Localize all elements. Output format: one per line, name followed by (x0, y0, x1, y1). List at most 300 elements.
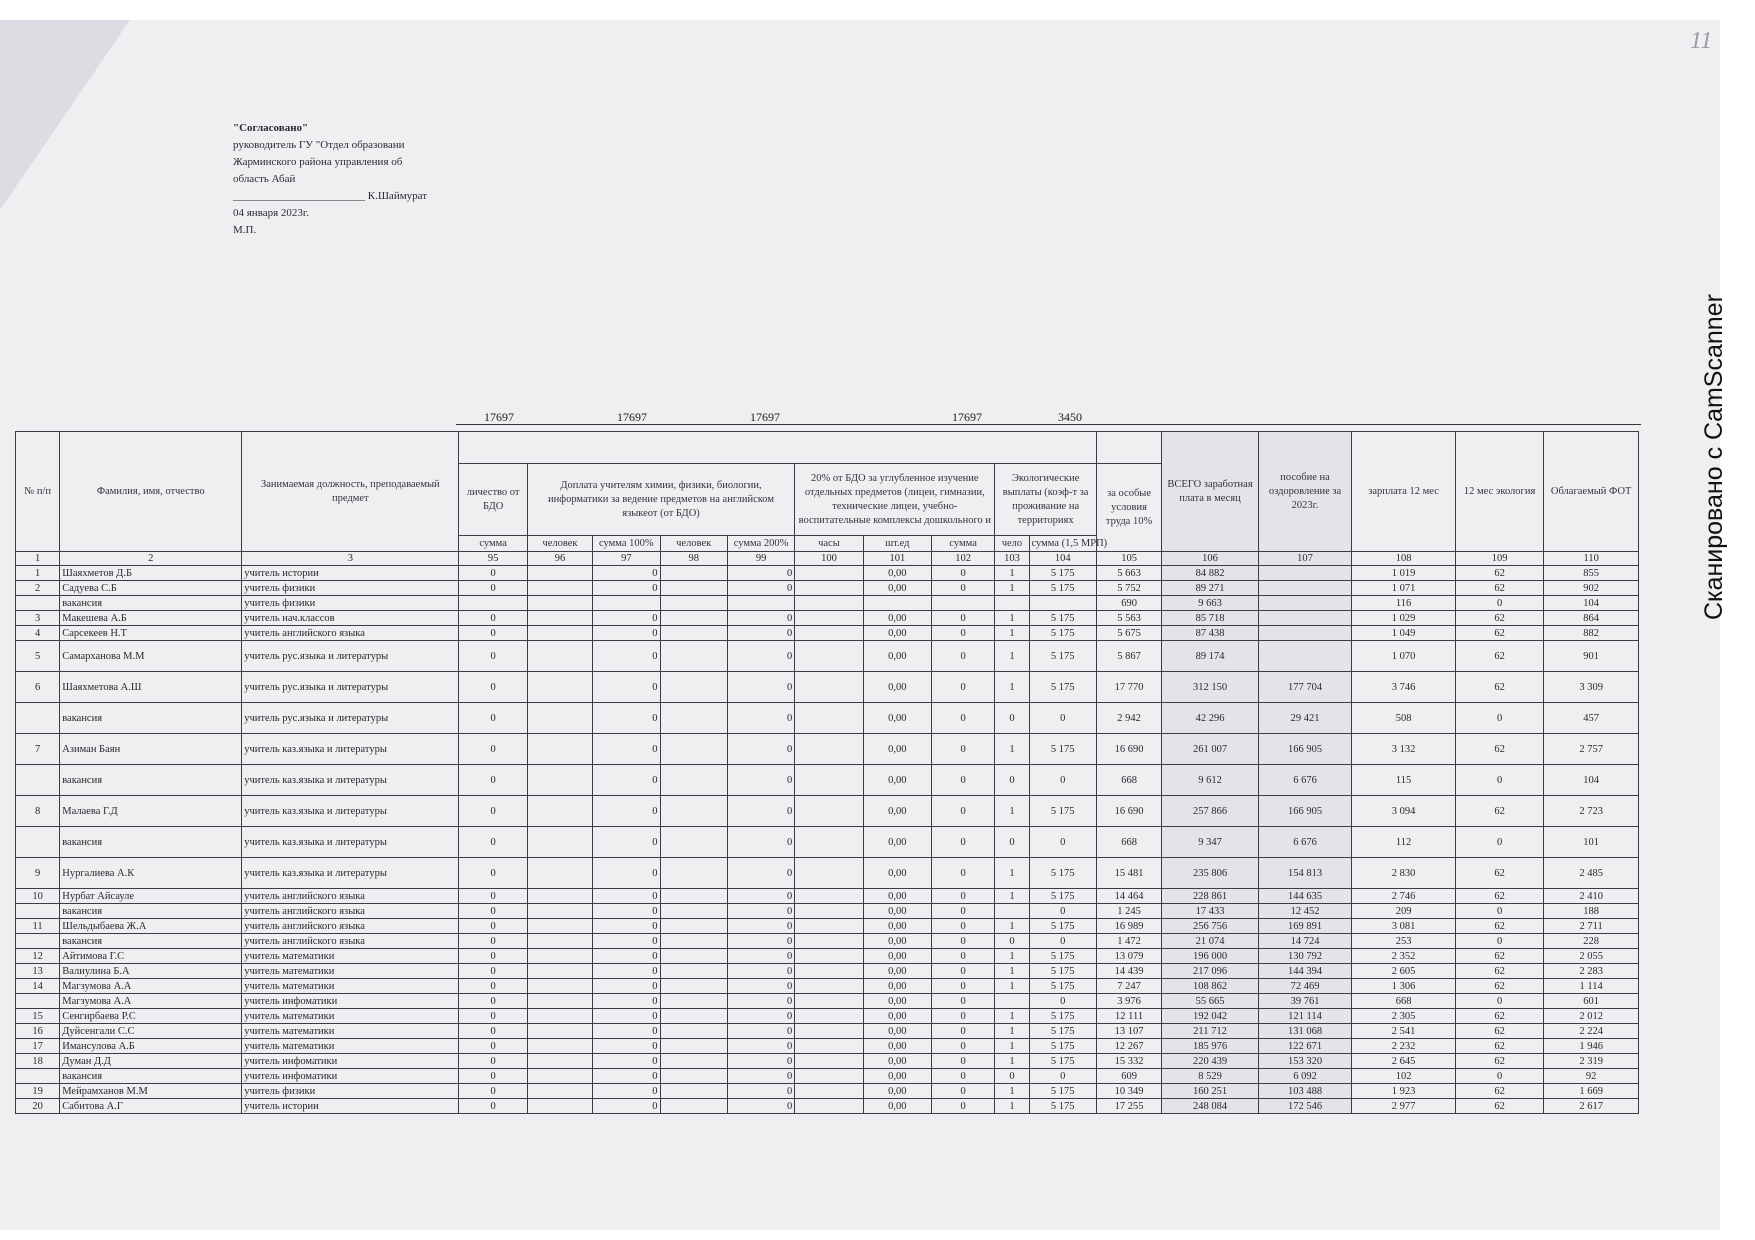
cell-c108: 2 645 (1352, 1054, 1456, 1069)
cell-c102: 0 (932, 1039, 995, 1054)
cell-n (16, 596, 60, 611)
cell-c95: 0 (459, 566, 527, 581)
table-row (16, 979, 1639, 994)
cell-n: 14 (16, 979, 60, 994)
cell-c99: 0 (727, 858, 794, 889)
header-position: Занимаемая должность, преподаваемый предмет (242, 432, 459, 552)
cell-c103: 1 (995, 949, 1029, 964)
cell-c100 (795, 994, 863, 1009)
cell-pos: учитель английского языка (242, 626, 459, 641)
cell-name: Айтимова Г.С (60, 949, 242, 964)
cell-pos: учитель физики (242, 596, 459, 611)
cell-c108: 1 070 (1352, 641, 1456, 672)
cell-c96 (527, 1009, 592, 1024)
cell-n (16, 994, 60, 1009)
cell-c106: 87 438 (1162, 626, 1259, 641)
cell-c102: 0 (932, 611, 995, 626)
cell-name: Магзумова А.А (60, 994, 242, 1009)
cell-c109: 62 (1455, 626, 1543, 641)
cell-n: 10 (16, 889, 60, 904)
cell-c103: 1 (995, 858, 1029, 889)
cell-c99: 0 (727, 1084, 794, 1099)
cell-c97: 0 (593, 994, 660, 1009)
header-band-special (1096, 432, 1161, 464)
cell-c100 (795, 626, 863, 641)
cell-c105: 14 439 (1096, 964, 1161, 979)
cell-c99: 0 (727, 919, 794, 934)
cell-c102: 0 (932, 827, 995, 858)
cell-c110: 864 (1544, 611, 1639, 626)
cell-c95: 0 (459, 904, 527, 919)
cell-c110: 104 (1544, 765, 1639, 796)
cell-c109: 62 (1455, 566, 1543, 581)
cell-c109: 62 (1455, 889, 1543, 904)
cell-c107: 177 704 (1258, 672, 1352, 703)
cell-c101: 0,00 (863, 1069, 931, 1084)
cell-c107 (1258, 611, 1352, 626)
cell-c98 (660, 904, 727, 919)
cell-c98 (660, 949, 727, 964)
cell-c109: 0 (1455, 765, 1543, 796)
cell-c104: 5 175 (1029, 566, 1096, 581)
approval-block (233, 120, 453, 239)
cell-c103: 1 (995, 1084, 1029, 1099)
cell-c103 (995, 596, 1029, 611)
cell-c96 (527, 964, 592, 979)
cell-c110: 2 723 (1544, 796, 1639, 827)
table-row (16, 904, 1639, 919)
cell-c107: 166 905 (1258, 796, 1352, 827)
cell-c95: 0 (459, 1069, 527, 1084)
cell-c101: 0,00 (863, 949, 931, 964)
cell-c101: 0,00 (863, 1039, 931, 1054)
cell-name: Шаяхметова А.Ш (60, 672, 242, 703)
cell-c101: 0,00 (863, 1099, 931, 1114)
cell-c102: 0 (932, 581, 995, 596)
cell-c100 (795, 889, 863, 904)
cell-c106: 220 439 (1162, 1054, 1259, 1069)
cell-c97: 0 (593, 581, 660, 596)
cell-c107 (1258, 626, 1352, 641)
cell-c106: 256 756 (1162, 919, 1259, 934)
cell-c99: 0 (727, 904, 794, 919)
cell-c101: 0,00 (863, 827, 931, 858)
cell-c105: 3 976 (1096, 994, 1161, 1009)
cell-c103: 1 (995, 734, 1029, 765)
cell-c108: 1 049 (1352, 626, 1456, 641)
header-chem-phys: Доплата учителям химии, физики, биологии, информатики за ведение предметов на английском языкеот (от БДО) (527, 464, 794, 536)
cell-c108: 3 746 (1352, 672, 1456, 703)
cell-c106: 248 084 (1162, 1099, 1259, 1114)
cell-c109: 62 (1455, 979, 1543, 994)
cell-n: 13 (16, 964, 60, 979)
cell-pos: учитель математики (242, 949, 459, 964)
table-row (16, 889, 1639, 904)
cell-c105: 12 111 (1096, 1009, 1161, 1024)
cell-pos: учитель инфоматики (242, 1069, 459, 1084)
cell-c101: 0,00 (863, 904, 931, 919)
cell-name: Мейрамханов М.М (60, 1084, 242, 1099)
cell-c110: 2 757 (1544, 734, 1639, 765)
cell-c95: 0 (459, 611, 527, 626)
cell-c98 (660, 889, 727, 904)
top-number-1: 17697 (484, 410, 514, 424)
cell-c98 (660, 1009, 727, 1024)
cell-c96 (527, 596, 592, 611)
cell-c108: 116 (1352, 596, 1456, 611)
cell-c105: 5 867 (1096, 641, 1161, 672)
cell-c106: 192 042 (1162, 1009, 1259, 1024)
cell-c102: 0 (932, 626, 995, 641)
cell-c107: 6 676 (1258, 827, 1352, 858)
cell-c107: 144 635 (1258, 889, 1352, 904)
cell-c98 (660, 979, 727, 994)
header-spacer-row (16, 432, 1639, 464)
table-row (16, 1084, 1639, 1099)
header-sub-sum200: сумма 200% (727, 536, 794, 552)
cell-c97: 0 (593, 1084, 660, 1099)
cell-c108: 508 (1352, 703, 1456, 734)
cell-c106: 84 882 (1162, 566, 1259, 581)
header-taxable: Облагаемый ФОТ (1544, 432, 1639, 552)
header-num: № п/п (16, 432, 60, 552)
column-number: 104 (1029, 552, 1096, 566)
table-row (16, 796, 1639, 827)
cell-c110: 1 669 (1544, 1084, 1639, 1099)
cell-c97: 0 (593, 1099, 660, 1114)
cell-c95: 0 (459, 964, 527, 979)
cell-c103: 0 (995, 827, 1029, 858)
cell-pos: учитель физики (242, 1084, 459, 1099)
cell-c104: 0 (1029, 904, 1096, 919)
salary-table (15, 431, 1639, 1114)
approval-signature: ________________________ К.Шаймурат (233, 190, 428, 202)
cell-c108: 102 (1352, 1069, 1456, 1084)
cell-c95: 0 (459, 1099, 527, 1114)
cell-c98 (660, 641, 727, 672)
cell-c98 (660, 626, 727, 641)
cell-c99: 0 (727, 581, 794, 596)
cell-c98 (660, 581, 727, 596)
column-number: 108 (1352, 552, 1456, 566)
cell-n: 6 (16, 672, 60, 703)
cell-c106: 185 976 (1162, 1039, 1259, 1054)
cell-c100 (795, 611, 863, 626)
cell-c101: 0,00 (863, 889, 931, 904)
cell-c109: 62 (1455, 1099, 1543, 1114)
cell-name: вакансия (60, 765, 242, 796)
cell-c109: 62 (1455, 611, 1543, 626)
cell-c106: 9 347 (1162, 827, 1259, 858)
header-eco: Экологические выплаты (коэф-т за проживание на территориях (995, 464, 1097, 536)
cell-c102: 0 (932, 919, 995, 934)
cell-c107: 72 469 (1258, 979, 1352, 994)
cell-name: вакансия (60, 827, 242, 858)
approval-stamp: М.П. (233, 224, 257, 236)
cell-c101: 0,00 (863, 581, 931, 596)
page-fold (0, 20, 130, 210)
header-sub-sum-eco: сумма (1,5 МРП) (1029, 536, 1096, 552)
top-number-3: 17697 (750, 410, 780, 424)
column-number: 100 (795, 552, 863, 566)
header-salary12: зарплата 12 мес (1352, 432, 1456, 552)
cell-c109: 62 (1455, 964, 1543, 979)
cell-c107: 12 452 (1258, 904, 1352, 919)
cell-c95: 0 (459, 994, 527, 1009)
cell-c101: 0,00 (863, 964, 931, 979)
cell-c106: 261 007 (1162, 734, 1259, 765)
top-rule (456, 424, 1641, 425)
cell-c96 (527, 827, 592, 858)
cell-pos: учитель инфоматики (242, 994, 459, 1009)
cell-c107: 154 813 (1258, 858, 1352, 889)
cell-c99: 0 (727, 827, 794, 858)
cell-c102: 0 (932, 1084, 995, 1099)
column-number: 1 (16, 552, 60, 566)
cell-c101: 0,00 (863, 672, 931, 703)
cell-pos: учитель каз.языка и литературы (242, 765, 459, 796)
cell-c108: 2 605 (1352, 964, 1456, 979)
cell-c96 (527, 765, 592, 796)
cell-c95: 0 (459, 672, 527, 703)
cell-c95: 0 (459, 858, 527, 889)
cell-c109: 0 (1455, 904, 1543, 919)
cell-c96 (527, 949, 592, 964)
table-row (16, 611, 1639, 626)
cell-c95: 0 (459, 1084, 527, 1099)
cell-c99: 0 (727, 1099, 794, 1114)
cell-c102: 0 (932, 672, 995, 703)
cell-name: Садуева С.Б (60, 581, 242, 596)
cell-name: Азиман Баян (60, 734, 242, 765)
cell-c97: 0 (593, 964, 660, 979)
cell-c100 (795, 703, 863, 734)
cell-c108: 1 029 (1352, 611, 1456, 626)
cell-c106: 235 806 (1162, 858, 1259, 889)
cell-c98 (660, 734, 727, 765)
cell-c95: 0 (459, 626, 527, 641)
cell-c100 (795, 765, 863, 796)
cell-c105: 668 (1096, 765, 1161, 796)
top-number-2: 17697 (617, 410, 647, 424)
cell-c97: 0 (593, 566, 660, 581)
cell-c97: 0 (593, 919, 660, 934)
header-sub-units: шт.ед (863, 536, 931, 552)
cell-c106: 257 866 (1162, 796, 1259, 827)
cell-c95: 0 (459, 919, 527, 934)
cell-c104 (1029, 596, 1096, 611)
cell-c101: 0,00 (863, 919, 931, 934)
cell-c100 (795, 904, 863, 919)
cell-c96 (527, 1054, 592, 1069)
cell-c106: 85 718 (1162, 611, 1259, 626)
cell-c95: 0 (459, 1024, 527, 1039)
cell-n: 9 (16, 858, 60, 889)
top-number-4: 17697 (952, 410, 982, 424)
cell-c105: 16 690 (1096, 734, 1161, 765)
cell-c107 (1258, 641, 1352, 672)
cell-c97: 0 (593, 889, 660, 904)
cell-c99: 0 (727, 994, 794, 1009)
cell-c106: 108 862 (1162, 979, 1259, 994)
cell-c104: 5 175 (1029, 734, 1096, 765)
cell-c108: 2 352 (1352, 949, 1456, 964)
cell-c104: 5 175 (1029, 979, 1096, 994)
table-row (16, 934, 1639, 949)
cell-c102: 0 (932, 979, 995, 994)
cell-c110: 3 309 (1544, 672, 1639, 703)
cell-c96 (527, 1084, 592, 1099)
cell-name: Макешева А.Б (60, 611, 242, 626)
top-number-5: 3450 (1058, 410, 1082, 424)
cell-pos: учитель физики (242, 581, 459, 596)
cell-c102: 0 (932, 964, 995, 979)
cell-c106: 55 665 (1162, 994, 1259, 1009)
cell-c102: 0 (932, 641, 995, 672)
cell-c100 (795, 641, 863, 672)
cell-c99: 0 (727, 641, 794, 672)
cell-c95: 0 (459, 1009, 527, 1024)
cell-c104: 0 (1029, 703, 1096, 734)
cell-name: Сабитова А.Г (60, 1099, 242, 1114)
cell-c100 (795, 581, 863, 596)
cell-c104: 0 (1029, 765, 1096, 796)
cell-c101: 0,00 (863, 858, 931, 889)
cell-n: 5 (16, 641, 60, 672)
cell-c104: 5 175 (1029, 949, 1096, 964)
cell-c95: 0 (459, 934, 527, 949)
approval-line-2: Жарминского района управления об (233, 156, 403, 168)
column-number: 95 (459, 552, 527, 566)
cell-c97: 0 (593, 703, 660, 734)
cell-c96 (527, 994, 592, 1009)
cell-pos: учитель математики (242, 1039, 459, 1054)
cell-name: Валиулина Б.А (60, 964, 242, 979)
cell-name: Шельдыбаева Ж.А (60, 919, 242, 934)
column-number: 103 (995, 552, 1029, 566)
cell-name: Нурбат Айсауле (60, 889, 242, 904)
header-sub-people3: чело (995, 536, 1029, 552)
cell-c100 (795, 1039, 863, 1054)
cell-c104: 5 175 (1029, 1084, 1096, 1099)
header-sub-people2: человек (660, 536, 727, 552)
cell-name: Малаева Г.Д (60, 796, 242, 827)
cell-pos: учитель истории (242, 566, 459, 581)
cell-c110: 2 485 (1544, 858, 1639, 889)
cell-c105: 13 079 (1096, 949, 1161, 964)
cell-c100 (795, 596, 863, 611)
cell-c107: 6 092 (1258, 1069, 1352, 1084)
cell-c99: 0 (727, 566, 794, 581)
cell-n: 7 (16, 734, 60, 765)
cell-c105: 16 989 (1096, 919, 1161, 934)
cell-c98 (660, 858, 727, 889)
cell-c106: 160 251 (1162, 1084, 1259, 1099)
table-row (16, 919, 1639, 934)
cell-c98 (660, 964, 727, 979)
cell-c97: 0 (593, 1024, 660, 1039)
cell-c108: 3 081 (1352, 919, 1456, 934)
cell-c103: 1 (995, 1054, 1029, 1069)
cell-n: 2 (16, 581, 60, 596)
cell-c98 (660, 994, 727, 1009)
cell-c110: 2 617 (1544, 1099, 1639, 1114)
cell-c103 (995, 904, 1029, 919)
cell-c97: 0 (593, 626, 660, 641)
cell-c106: 8 529 (1162, 1069, 1259, 1084)
cell-c96 (527, 934, 592, 949)
cell-c100 (795, 949, 863, 964)
table-row (16, 641, 1639, 672)
cell-c109: 0 (1455, 994, 1543, 1009)
cell-c109: 0 (1455, 827, 1543, 858)
cell-c104: 5 175 (1029, 858, 1096, 889)
cell-c104: 5 175 (1029, 964, 1096, 979)
cell-c109: 62 (1455, 581, 1543, 596)
cell-c99: 0 (727, 1009, 794, 1024)
approval-title: "Согласовано" (233, 122, 309, 134)
cell-c108: 2 830 (1352, 858, 1456, 889)
cell-c100 (795, 566, 863, 581)
cell-pos: учитель каз.языка и литературы (242, 734, 459, 765)
cell-c98 (660, 611, 727, 626)
cell-c99: 0 (727, 1024, 794, 1039)
cell-c100 (795, 1069, 863, 1084)
cell-n (16, 765, 60, 796)
cell-c103: 1 (995, 979, 1029, 994)
cell-c102: 0 (932, 1069, 995, 1084)
cell-c105: 13 107 (1096, 1024, 1161, 1039)
cell-n: 18 (16, 1054, 60, 1069)
cell-c105: 5 663 (1096, 566, 1161, 581)
cell-c98 (660, 796, 727, 827)
cell-c104: 5 175 (1029, 1009, 1096, 1024)
cell-c106: 42 296 (1162, 703, 1259, 734)
cell-c106: 312 150 (1162, 672, 1259, 703)
cell-n (16, 904, 60, 919)
cell-n: 3 (16, 611, 60, 626)
cell-c105: 16 690 (1096, 796, 1161, 827)
cell-c103: 1 (995, 1039, 1029, 1054)
cell-c108: 3 094 (1352, 796, 1456, 827)
cell-c97: 0 (593, 765, 660, 796)
cell-pos: учитель рус.языка и литературы (242, 641, 459, 672)
cell-c97: 0 (593, 796, 660, 827)
cell-name: Имансулова А.Б (60, 1039, 242, 1054)
cell-c108: 112 (1352, 827, 1456, 858)
cell-c108: 668 (1352, 994, 1456, 1009)
cell-c100 (795, 964, 863, 979)
cell-c109: 0 (1455, 1069, 1543, 1084)
cell-c98 (660, 765, 727, 796)
cell-c99: 0 (727, 796, 794, 827)
cell-c105: 15 332 (1096, 1054, 1161, 1069)
table-row (16, 994, 1639, 1009)
cell-c103: 1 (995, 889, 1029, 904)
cell-c108: 2 977 (1352, 1099, 1456, 1114)
cell-c101: 0,00 (863, 765, 931, 796)
cell-c106: 196 000 (1162, 949, 1259, 964)
cell-c102: 0 (932, 1024, 995, 1039)
cell-pos: учитель математики (242, 1024, 459, 1039)
cell-pos: учитель английского языка (242, 889, 459, 904)
column-number: 101 (863, 552, 931, 566)
cell-c106: 217 096 (1162, 964, 1259, 979)
cell-c100 (795, 827, 863, 858)
cell-c107: 121 114 (1258, 1009, 1352, 1024)
table-row (16, 964, 1639, 979)
cell-c99: 0 (727, 1054, 794, 1069)
